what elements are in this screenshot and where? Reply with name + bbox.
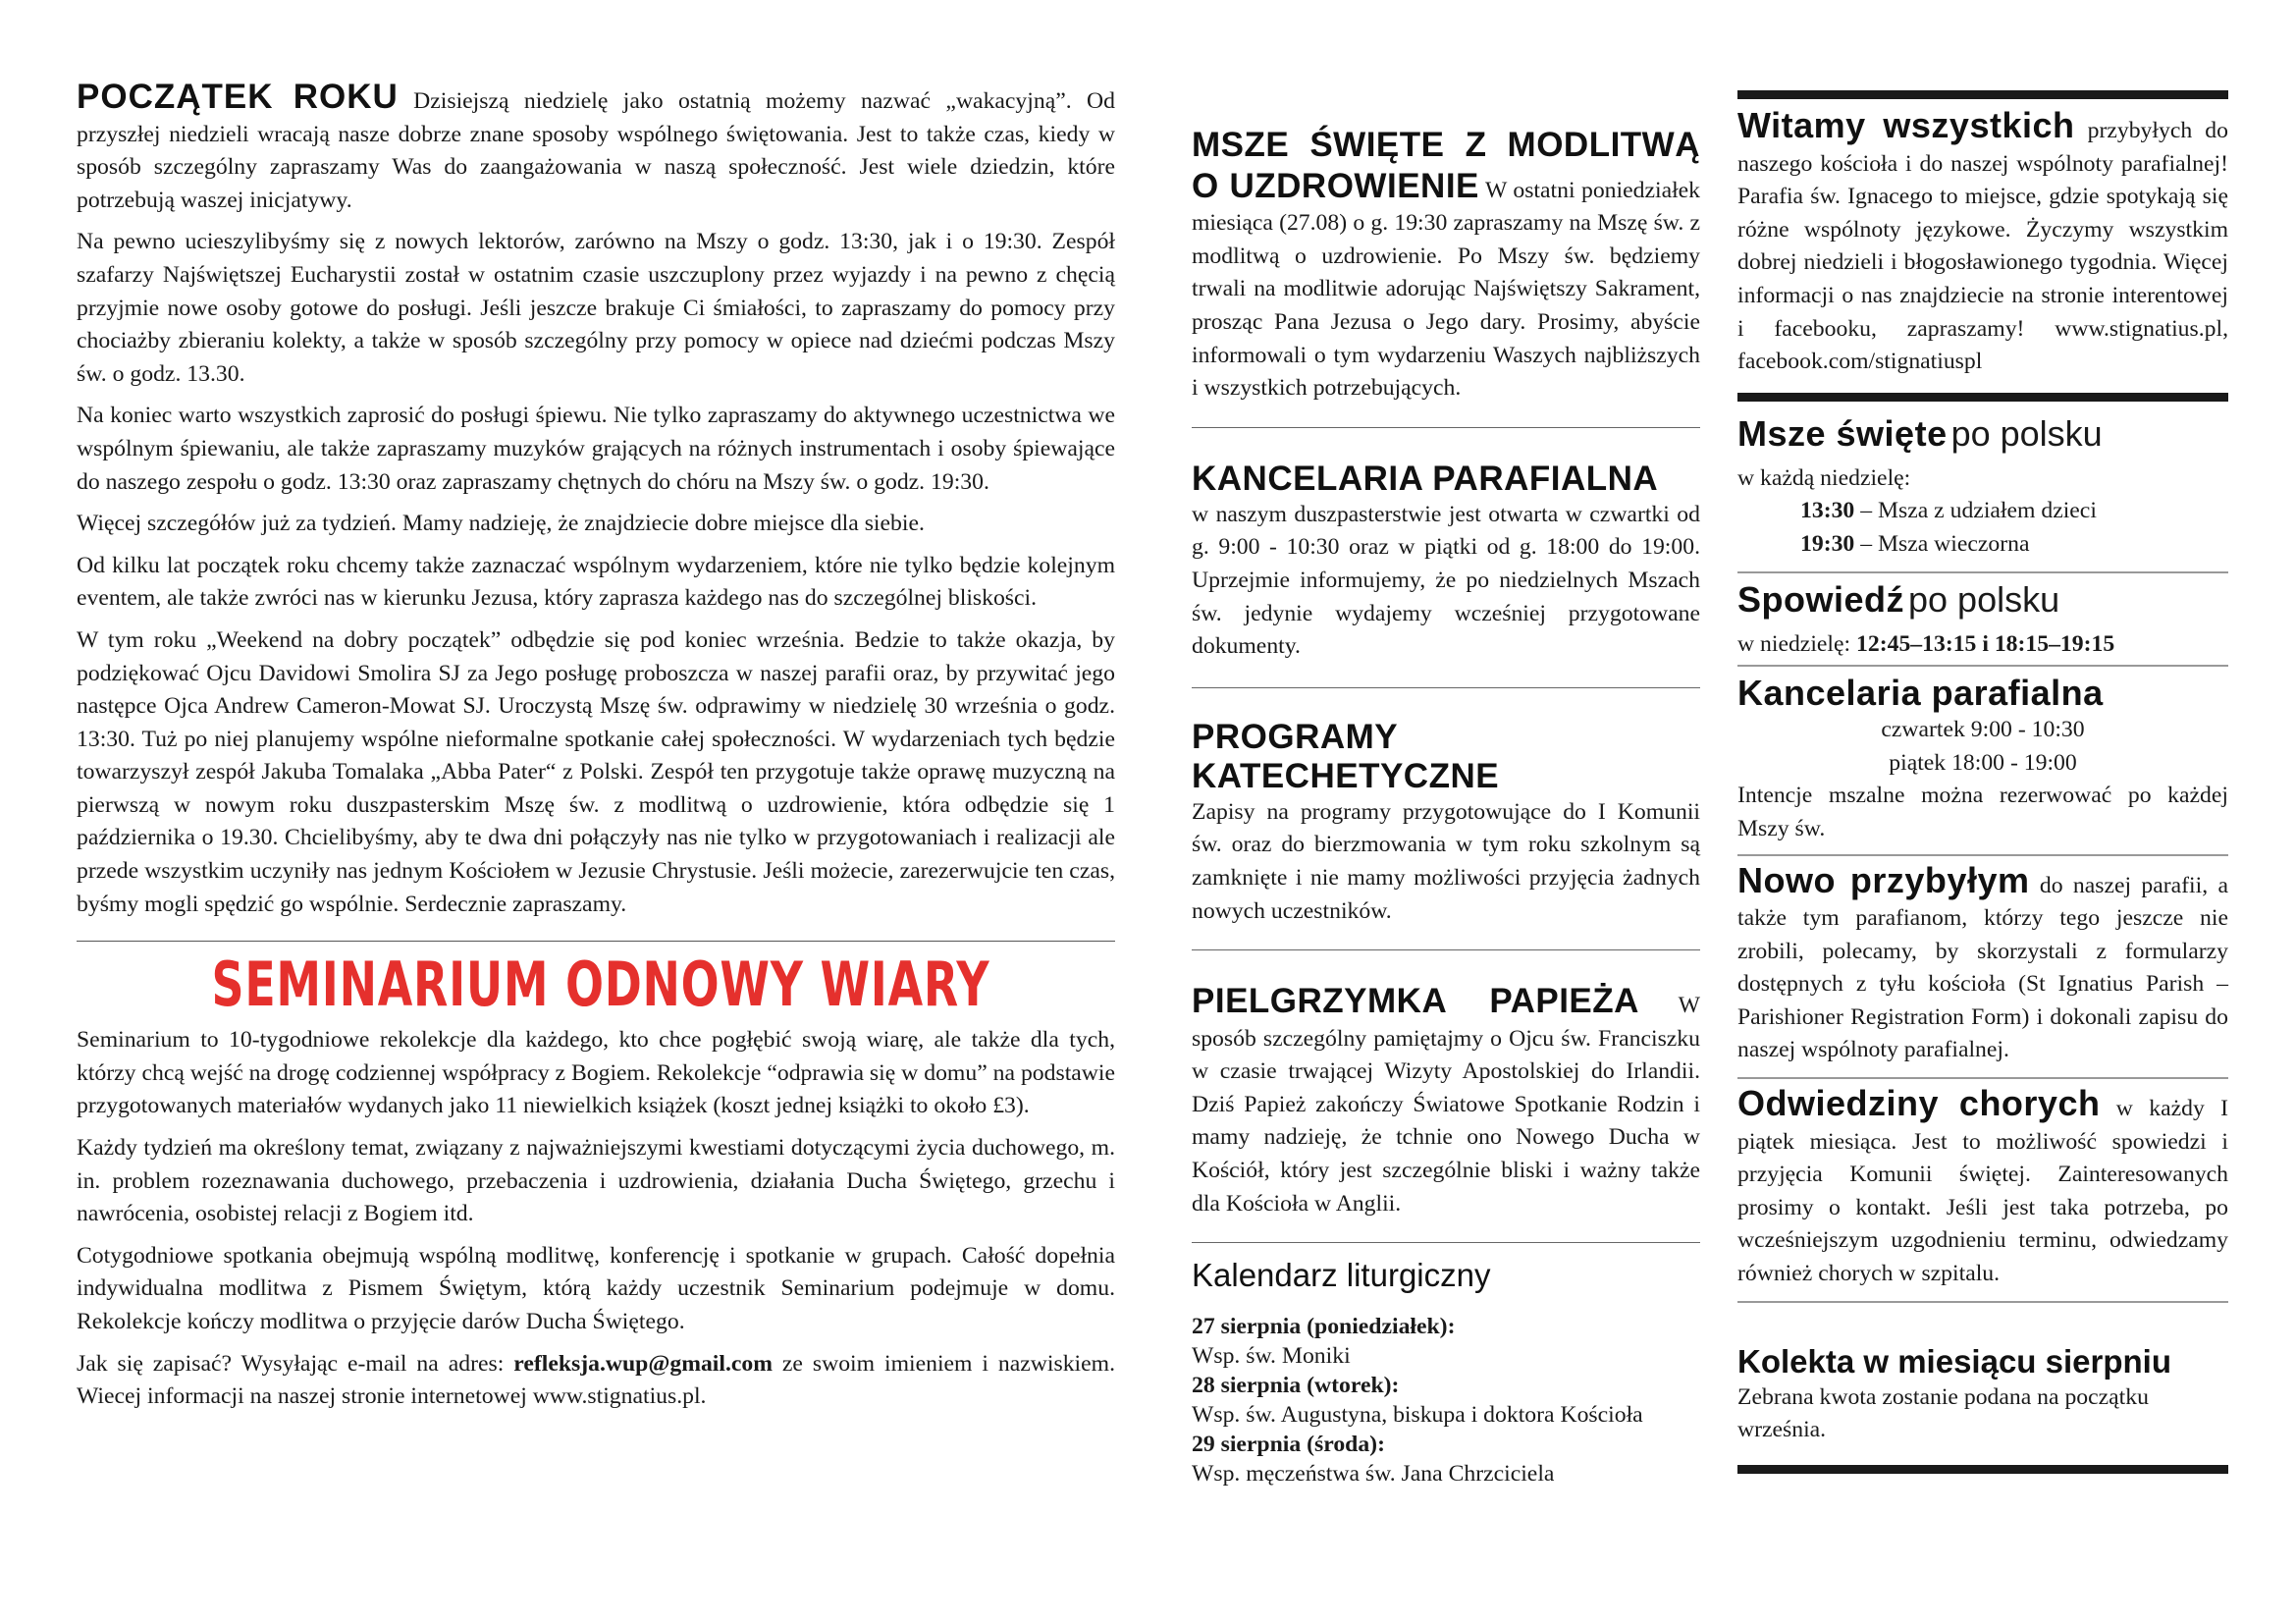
odwiedziny-heading: Odwiedziny chorych xyxy=(1737,1083,2101,1124)
msze-polsku-section: Msze święte po polsku w każdą niedzielę: 13:30 – Msza z udziałem dzieci 19:30 – Msza wieczorna xyxy=(1737,413,2228,562)
odwiedziny-text: w każdy I piątek miesiąca. Jest to możliwość spowiedzi i przyjęcia Komunii świętej. Zainteresowanych prosimy o kontakt. Jeśli jest taka potrzeba, po wcześniejszym uzgodnieniu terminu, odwiedzamy również chorych w szpitalu. xyxy=(1737,1096,2228,1287)
programy-section xyxy=(1192,718,1700,928)
kalendarz-entry: 29 sierpnia (środa): Wsp. męczeństwa św. Jana Chrzciciela xyxy=(1192,1432,1555,1488)
section-divider xyxy=(1192,687,1700,688)
poczatek-paragraph-1: POCZĄTEK ROKU Dzisiejszą niedzielę jako ostatnią możemy nazwać „wakacyjną”. Od przyszłej niedzieli wracają nasze dobrze znane sposoby wspólnego świętowania. Jest to także czas, kiedy w sposób szczególny zapraszamy Was do zaangażowania w naszą społeczność. Jest wiele dziedzin, które potrzebują waszej inicjatywy. xyxy=(77,78,1116,213)
mass-time-row: 19:30 – Msza wieczorna xyxy=(1800,530,2030,557)
nowo-section xyxy=(1737,859,2229,1068)
seminar-contact: Jak się zapisać? Wysyłając e-mail na adres: refleksja.wup@gmail.com ze swoim imieniem i nazwiskiem. Wiecej informacji na naszej stronie internetowej www.stignatius.pl. xyxy=(77,1350,1115,1410)
nowo-text: do naszej parafii, a także tym parafianom, którzy tego jeszcze nie zrobili, polecamy, by skorzystali z formularzy dostępnych z tyłu kościoła (St Ignatius Parish – Parishioner Registration Form) i dokonali zapisu do naszej wspólnoty parafialnej. xyxy=(1737,872,2229,1063)
bottom-thick-rule xyxy=(1737,1465,2228,1474)
column-middle xyxy=(1192,126,1700,1489)
seminar-heading: SEMINARIUM ODNOWY WIARY xyxy=(211,948,990,1021)
odwiedziny-section xyxy=(1737,1083,2228,1291)
poczatek-paragraph-4: Więcej szczegółów już za tydzień. Mamy nadzieję, że znajdziecie dobre miejsce dla siebie. xyxy=(77,511,925,537)
pielgrzymka-section xyxy=(1192,982,1700,1220)
poczatek-paragraph-6: W tym roku „Weekend na dobry początek” odbędzie się pod koniec września. Bedzie to także okazja, by podziękować Ojcu Davidowi Smolira SJ za Jego posługę proboszcza w naszej parafii oraz, by przywitać jego następce Ojca Andrew Cameron-Mowat SJ. Uroczystą Mszę św. odprawimy w niedzielę 30 września o godz. 13:30. Tuż po niej planujemy wspólne nieformalne spotkanie całej społeczności. W wydarzeniach tych będzie towarzyszył zespół Jakuba Tomalaka „Abba Pater“ z Polski. Zespół ten przygotuje także oprawę muzyczną na pierwszą w nowym roku duszpasterskim Mszę św. z modlitwą o uzdrowienie, która odbędzie się 1 października o 19.30. Chcielibyśmy, aby te dwa dni połączyły nas nie tylko w przygotowaniach i realizacji ale przede wszystkim uczyniły nas jednym Kościołem w Jezusie Chrystusie. Jeśli możecie, zarezerwujcie ten czas, byśmy mogli spędzić go wspólnie. Serdecznie zapraszamy. xyxy=(77,626,1115,917)
seminar-paragraph-3: Cotygodniowe spotkania obejmują wspólną modlitwę, konferencję i spotkanie w grupach. Całość dopełnia indywidualna modlitwa z Pismem Świętym, którą każdy uczestnik Seminarium podejmuje w domu. Rekolekcje kończy modlitwa o przyjęcie darów Ducha Świętego. xyxy=(77,1242,1115,1334)
kalendarz-entry: 27 sierpnia (poniedziałek): Wsp. św. Moniki xyxy=(1192,1314,1456,1370)
witamy-text: przybyłych do naszego kościoła i do naszej wspólnoty parafialnej! Parafia św. Ignacego to miejsce, gdzie spotykają się różne wspólnoty językowe. Życzymy wszystkim dobrej niedzieli i błogosławionego tygodnia. Więcej informacji o nas znajdziecie na stronie interentowej i facebooku, zapraszamy! www.stignatius.pl, facebook.com/stignatiuspl xyxy=(1737,118,2228,375)
section-divider xyxy=(1192,949,1700,950)
pielgrzymka-text: W sposób szczególny pamiętajmy o Ojcu św. Franciszku w czasie trwającej Wizyty Apostolskiej do Irlandii. Dziś Papież zakończy Światowe Spotkanie Rodzin i mamy nadzieję, że tchnie ono Nowego Ducha w Kościół, który jest szczególnie bliski i ważny także dla Kościoła w Anglii. xyxy=(1192,993,1700,1217)
column-left xyxy=(77,78,1116,1414)
kancelaria-heading: KANCELARIA PARAFIALNA xyxy=(1192,459,1659,498)
kolekta-section xyxy=(1737,1342,2228,1447)
witamy-heading: Witamy wszystkich xyxy=(1737,105,2075,145)
pielgrzymka-heading: PIELGRZYMKA PAPIEŻA xyxy=(1192,982,1639,1021)
spowiedz-section: Spowiedź po polsku w niedzielę: 12:45–13:15 i 18:15–19:15 xyxy=(1737,578,2115,657)
top-thick-rule xyxy=(1737,90,2228,99)
kancelaria-text: w naszym duszpasterstwie jest otwarta w czwartki od g. 9:00 - 10:30 oraz w piątki od g. 18:00 do 19:00. Uprzejmie informujemy, że po niedzielnych Mszach św. jedynie wydajemy wcześniej przygotowane dokumenty. xyxy=(1192,501,1700,660)
column-right xyxy=(1737,90,2228,1474)
seminar-paragraph-1: Seminarium to 10-tygodniowe rekolekcje dla każdego, kto chce pogłębić swoją wiarę, ale także dla tych, którzy chcą wejść na drogę codziennej współpracy z Bogiem. Rekolekcje “odprawia się w domu” na podstawie przygotowanych materiałów wydanych jako 11 niewielkich książek (koszt jednej książki to około £3). xyxy=(77,1027,1115,1119)
kolekta-heading: Kolekta w miesiącu sierpniu xyxy=(1737,1342,2171,1380)
kancelaria-short-heading: Kancelaria parafialna xyxy=(1737,673,2104,714)
nowo-heading: Nowo przybyłym xyxy=(1737,859,2030,900)
section-thick-rule xyxy=(1737,393,2228,402)
section-thin-rule xyxy=(1737,571,2228,573)
mass-time-row: 13:30 – Msza z udziałem dzieci xyxy=(1800,498,2097,524)
section-divider xyxy=(1192,1242,1700,1243)
poczatek-paragraph-2: Na pewno ucieszylibyśmy się z nowych lektorów, zarówno na Mszy o godz. 13:30, jak i o 19:30. Zespół szafarzy Najświętszej Eucharystii został w ostatnim czasie uszczuplony przez wyjazdy i na pewno z chęcią przyjmie nowe osoby gotowe do posługi. Jeśli jeszcze brakuje Ci śmiałości, to zapraszamy do pomocy przy chociażby zbieraniu kolekty, a także w sposób szczególny przy pomocy w opiece nad dziećmi podczas Mszy św. o godz. 13.30. xyxy=(77,229,1115,387)
msze-heading: MSZE ŚWIĘTE Z MODLITWĄ O UZDROWIENIE xyxy=(1192,126,1700,205)
msze-polsku-heading: Msze święte xyxy=(1737,412,1948,454)
poczatek-paragraph-3: Na koniec warto wszystkich zaprosić do posługi śpiewu. Nie tylko zapraszamy do aktywnego uczestnictwa we wspólnym śpiewaniu, ale także zapraszamy muzyków grających na różnych instrumentach i osoby śpiewające do naszego zespołu o godz. 13:30 oraz zapraszamy chętnych do chóru na Mszy św. o godz. 19:30. xyxy=(77,403,1115,495)
poczatek-paragraph-5: Od kilku lat początek roku chcemy także zaznaczać wspólnym wydarzeniem, które nie tylko będzie kolejnym eventem, ale także zwróci nas w kierunku Jezusa, który zaprasza każdego nas do szczególnej bliskości. xyxy=(77,552,1115,612)
seminar-email-link[interactable]: refleksja.wup@gmail.com xyxy=(513,1350,773,1377)
kalendarz-heading: Kalendarz liturgiczny xyxy=(1192,1257,1491,1294)
msze-text: W ostatni poniedziałek miesiąca (27.08) o g. 19:30 zapraszamy na Mszę św. z modlitwą o uzdrowienie. Po Mszy św. będziemy trwali na modlitwie adorując Najświętszy Sakrament, prosząc Pana Jezusa o Jego dary. Prosimy, abyście informowali o tym wydarzeniu Waszych najbliższych i wszystkich potrzebujących. xyxy=(1192,177,1701,402)
kancelaria-short-section: Kancelaria parafialna czwartek 9:00 - 10:30 piątek 18:00 - 19:00 Intencje mszalne można rezerwować po każdej Mszy św. xyxy=(1737,673,2228,841)
kancelaria-section xyxy=(1192,460,1700,664)
section-thin-rule xyxy=(1737,665,2228,667)
programy-text: Zapisy na programy przygotowujące do I Komunii św. oraz do bierzmowania w tym roku szkolnym są zamknięte i nie mamy możliwości przyjęcia żadnych nowych uczestników. xyxy=(1192,798,1700,924)
section-thin-rule xyxy=(1737,1077,2228,1079)
poczatek-heading: POCZĄTEK ROKU xyxy=(77,78,399,116)
msze-section xyxy=(1192,126,1700,406)
seminar-paragraph-2: Każdy tydzień ma określony temat, związany z najważniejszymi kwestiami dotyczącymi życia duchowego, m. in. problem rozeznawania duchowego, przebaczenia i uzdrowienia, działania Ducha Świętego, grzechu i nawrócenia, osobistej relacji z Bogiem itd. xyxy=(77,1135,1115,1227)
kalendarz-entry: 28 sierpnia (wtorek): Wsp. św. Augustyna, biskupa i doktora Kościoła xyxy=(1192,1373,1643,1429)
witamy-section xyxy=(1737,105,2228,379)
section-divider xyxy=(1192,427,1700,428)
spowiedz-heading: Spowiedź xyxy=(1737,578,1905,620)
section-divider xyxy=(77,941,1115,942)
section-thin-rule xyxy=(1737,854,2228,856)
kolekta-text: Zebrana kwota zostanie podana na początku września. xyxy=(1737,1383,2149,1443)
programy-heading: PROGRAMY KATECHETYCZNE xyxy=(1192,717,1500,795)
kalendarz-section xyxy=(1192,1257,1700,1489)
section-thin-rule xyxy=(1737,1301,2228,1303)
